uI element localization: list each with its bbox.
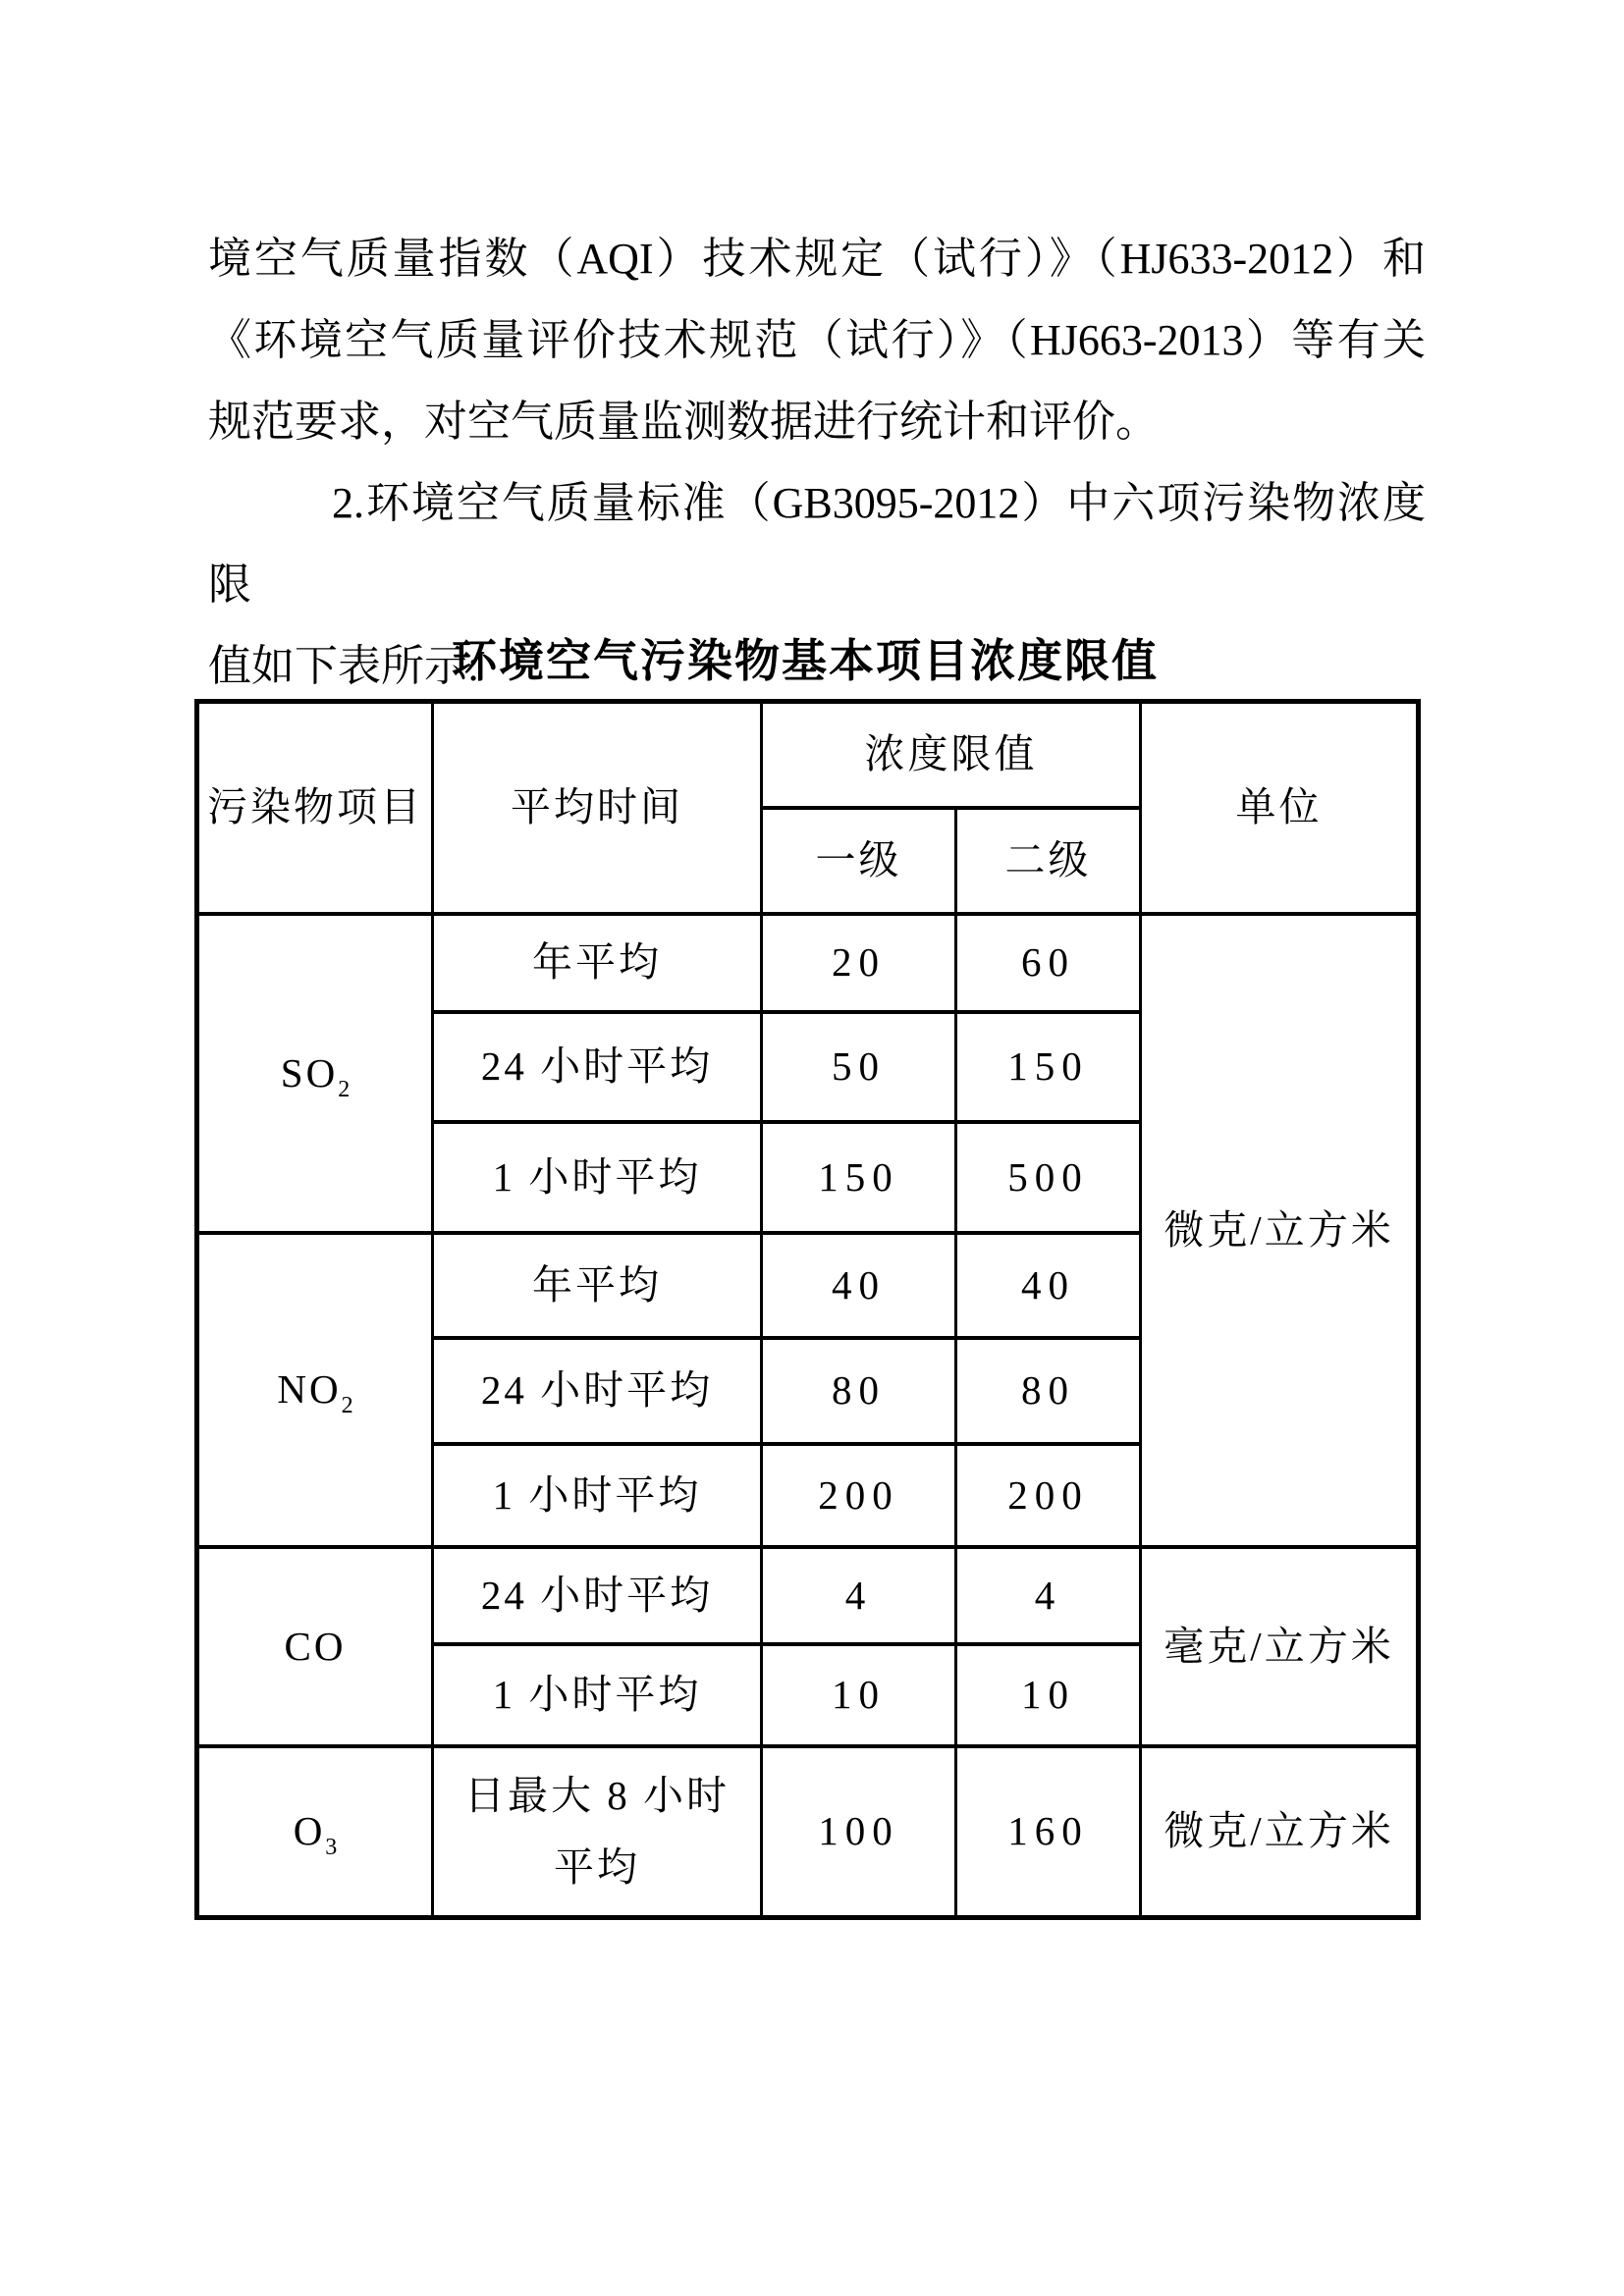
- header-pollutant: 污染物项目: [197, 702, 433, 914]
- unit-cell-microgram-o3: 微克/立方米: [1141, 1746, 1419, 1918]
- table-title: 环境空气污染物基本项目浓度限值: [452, 636, 1159, 686]
- pollutant-o3: [197, 1746, 433, 1918]
- avg-time-cell: 年平均: [433, 914, 762, 1012]
- level1-value: 200: [762, 1444, 956, 1547]
- avg-time-cell: 24 小时平均: [433, 1547, 762, 1644]
- formula-subscript: 2: [341, 1393, 353, 1419]
- level2-value: 80: [956, 1338, 1141, 1444]
- avg-time-cell: 年平均: [433, 1233, 762, 1338]
- avg-time-text: 日最大 8 小时平均: [464, 1772, 730, 1890]
- pollutant-so2: [197, 914, 433, 1233]
- header-level2: 二级: [956, 808, 1141, 914]
- avg-time-cell: 24 小时平均: [433, 1012, 762, 1122]
- avg-time-cell: 1 小时平均: [433, 1122, 762, 1233]
- level1-value: 80: [762, 1338, 956, 1444]
- level1-value: 50: [762, 1012, 956, 1122]
- formula-base: CO: [284, 1623, 347, 1669]
- text-line-5: 值如下表所示:: [208, 642, 480, 690]
- formula-subscript: 3: [325, 1835, 338, 1861]
- level2-value: 150: [956, 1012, 1141, 1122]
- level2-value: 60: [956, 914, 1141, 1012]
- level2-value: 40: [956, 1233, 1141, 1338]
- pollutant-co: [197, 1547, 433, 1746]
- text-line-1: 境空气质量指数（AQI）技术规定（试行）》（HJ633-2012）和: [208, 235, 1426, 283]
- level1-value: 10: [762, 1644, 956, 1746]
- level1-value: 20: [762, 914, 956, 1012]
- avg-time-cell: 1 小时平均: [433, 1444, 762, 1547]
- unit-cell-milligram: 毫克/立方米: [1141, 1547, 1419, 1746]
- avg-time-cell: 24 小时平均: [433, 1338, 762, 1444]
- level1-value: 40: [762, 1233, 956, 1338]
- table-row: [197, 1746, 1419, 1918]
- level2-value: 10: [956, 1644, 1141, 1746]
- level1-value: 100: [762, 1746, 956, 1918]
- table-row: [197, 1547, 1419, 1644]
- header-level1: 一级: [762, 808, 956, 914]
- header-limit: 浓度限值: [762, 702, 1141, 808]
- level1-value: 150: [762, 1122, 956, 1233]
- text-line-4: 2.环境空气质量标准（GB3095-2012）中六项污染物浓度限: [208, 479, 1426, 609]
- formula-base: O: [293, 1808, 326, 1854]
- level2-value: 200: [956, 1444, 1141, 1547]
- formula-base: SO: [280, 1049, 339, 1095]
- header-unit: 单位: [1141, 702, 1419, 914]
- level2-value: 4: [956, 1547, 1141, 1644]
- pollutant-no2: [197, 1233, 433, 1547]
- table-header-row-1: [197, 702, 1419, 808]
- formula-base: NO: [277, 1366, 342, 1413]
- formula-subscript: 2: [338, 1076, 351, 1102]
- level1-value: 4: [762, 1547, 956, 1644]
- table-row: [197, 914, 1419, 1012]
- level2-value: 160: [956, 1746, 1141, 1918]
- text-line-3: 规范要求，对空气质量监测数据进行统计和评价。: [208, 398, 1159, 446]
- unit-cell-microgram: 微克/立方米: [1141, 914, 1419, 1547]
- header-avg-time: 平均时间: [433, 702, 762, 914]
- avg-time-cell: [433, 1746, 762, 1918]
- avg-time-cell: 1 小时平均: [433, 1644, 762, 1746]
- level2-value: 500: [956, 1122, 1141, 1233]
- text-line-2: 《环境空气质量评价技术规范（试行）》（HJ663-2013）等有关: [208, 316, 1426, 364]
- pollutant-limits-table: [194, 699, 1421, 1920]
